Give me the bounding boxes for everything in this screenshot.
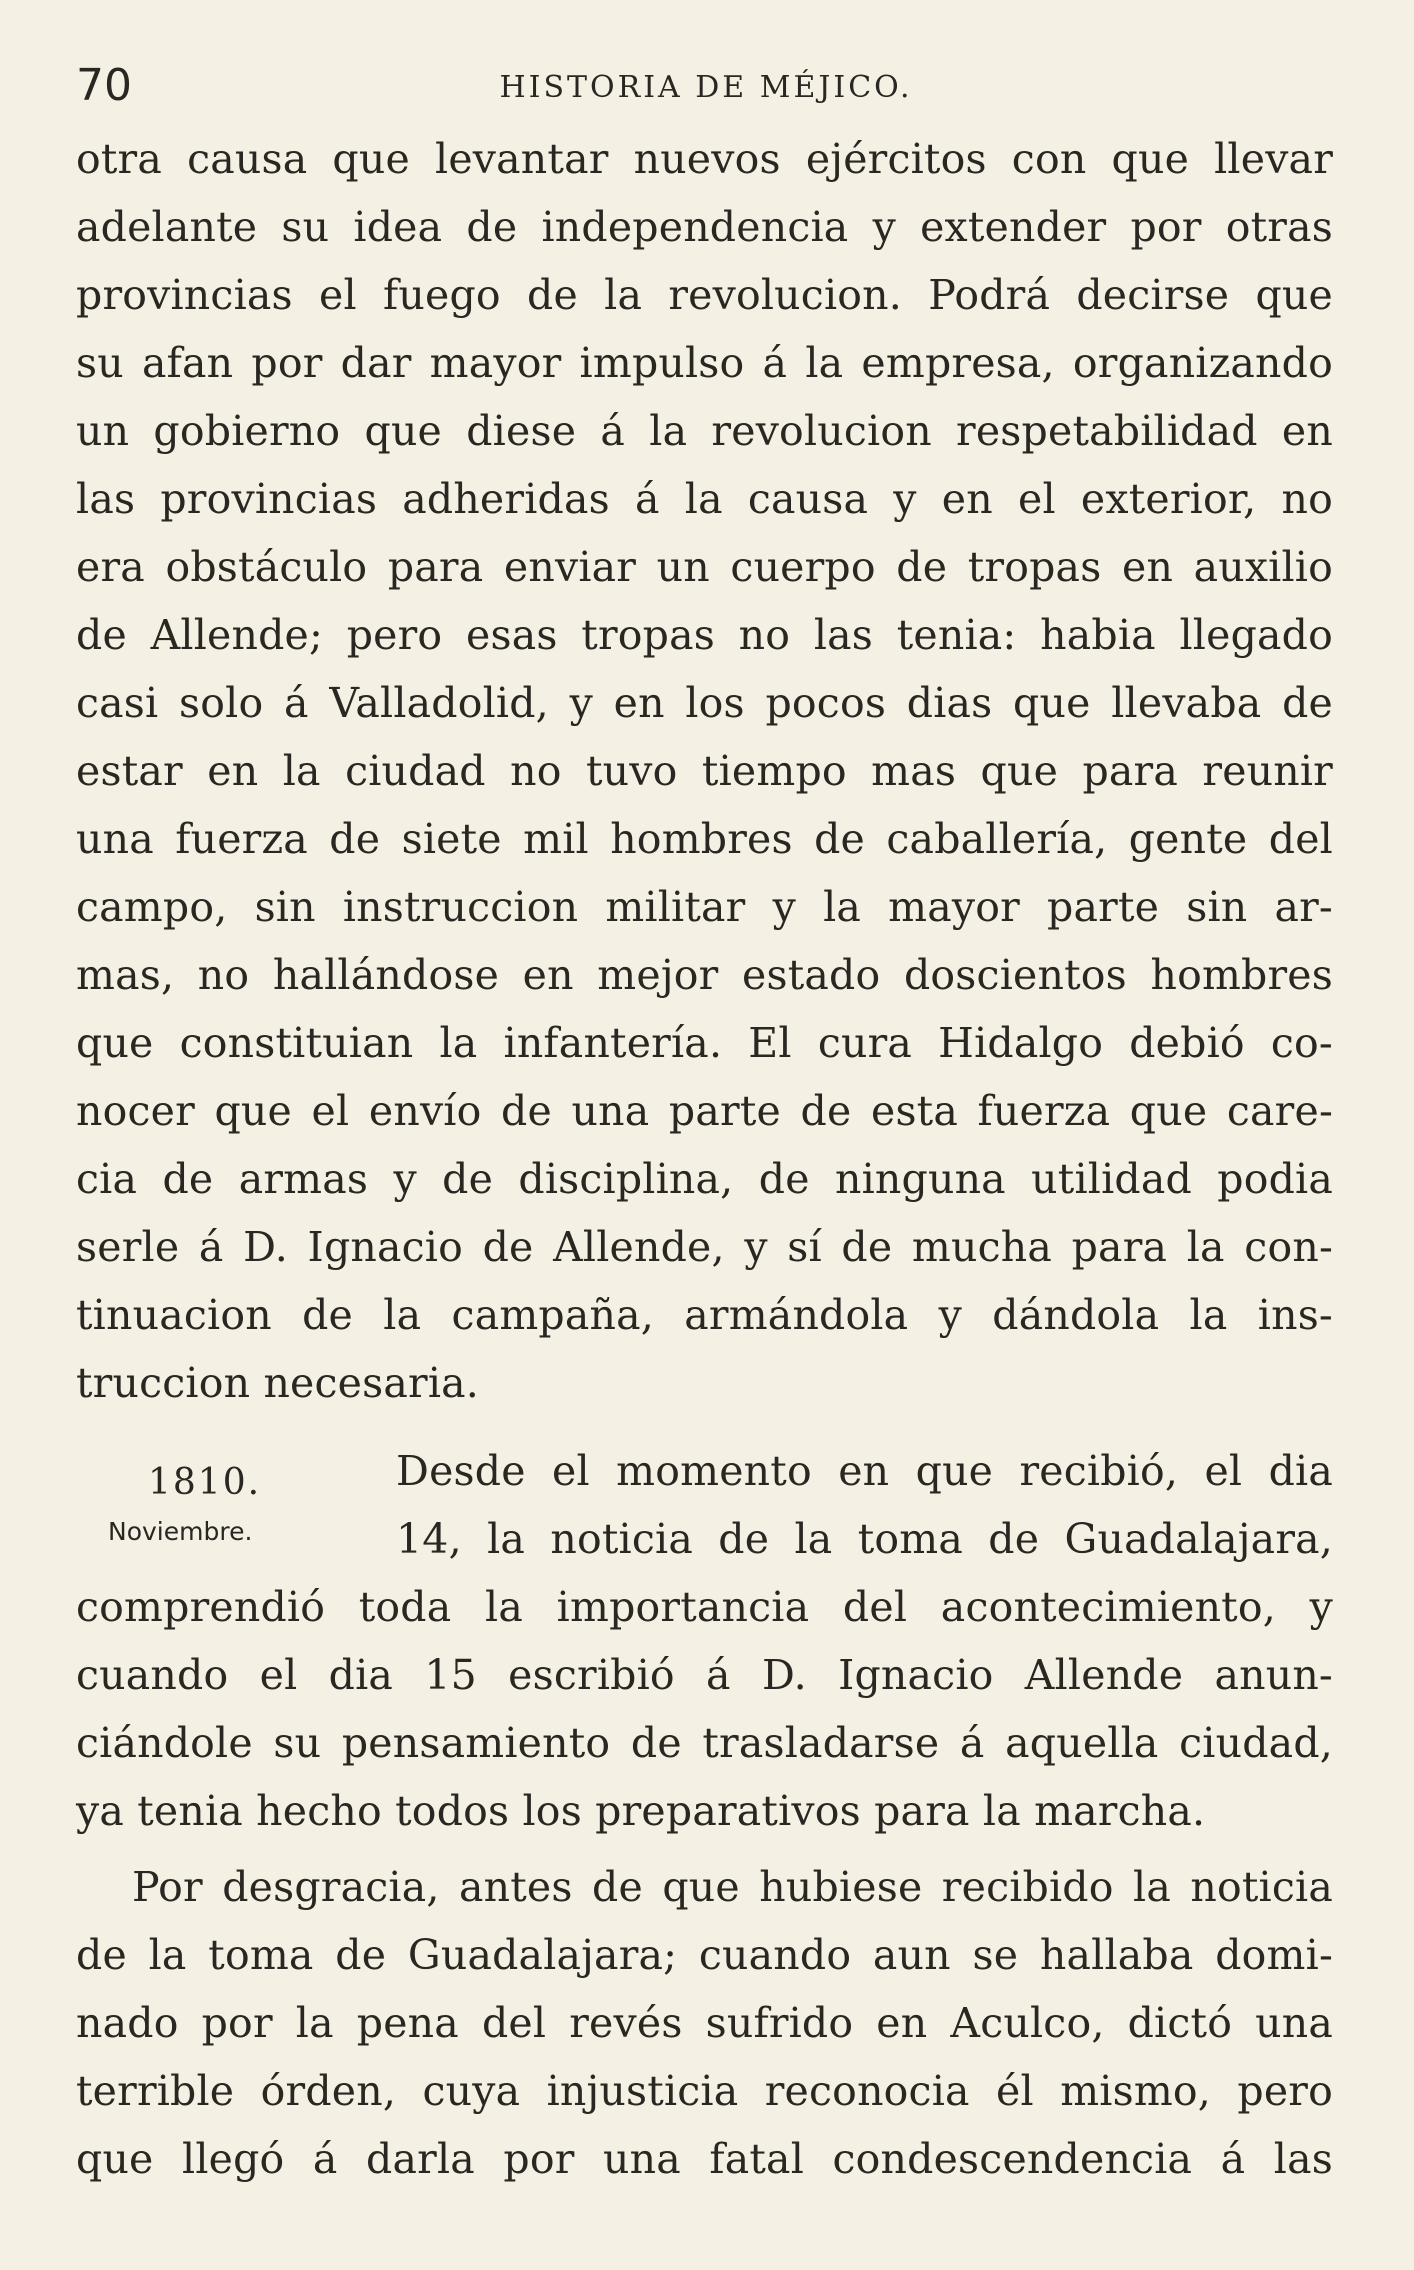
text-line: 14, la noticia de la toma de Guadalajara, [396, 1515, 1333, 1563]
page-header [76, 56, 1336, 116]
text-line: que llegó á darla por una fatal condescendencia á las [76, 2135, 1333, 2183]
text-line: campo, sin instruccion militar y la mayor parte sin ar- [76, 883, 1333, 931]
text-line: terrible órden, cuya injusticia reconocia él mismo, pero [76, 2067, 1333, 2115]
margin-note-year: 1810. [148, 1462, 262, 1503]
running-title: HISTORIA DE MÉJICO. [499, 70, 913, 105]
text-line: provincias el fuego de la revolucion. Podrá decirse que [76, 271, 1333, 319]
text-line: una fuerza de siete mil hombres de caballería, gente del [76, 815, 1333, 863]
text-line: truccion necesaria. [76, 1359, 480, 1407]
page-number: 70 [76, 60, 132, 111]
text-line: nado por la pena del revés sufrido en Aculco, dictó una [76, 1999, 1333, 2047]
text-line: Por desgracia, antes de que hubiese recibido la noticia [132, 1863, 1333, 1911]
text-line: era obstáculo para enviar un cuerpo de tropas en auxilio [76, 543, 1333, 591]
text-line: mas, no hallándose en mejor estado doscientos hombres [76, 951, 1333, 999]
text-line: de la toma de Guadalajara; cuando aun se hallaba domi- [76, 1931, 1333, 1979]
text-line: comprendió toda la importancia del acontecimiento, y [76, 1583, 1333, 1631]
text-line: estar en la ciudad no tuvo tiempo mas que para reunir [76, 747, 1333, 795]
text-line: cia de armas y de disciplina, de ninguna utilidad podia [76, 1155, 1333, 1203]
text-line: serle á D. Ignacio de Allende, y sí de mucha para la con- [76, 1223, 1333, 1271]
text-line: adelante su idea de independencia y extender por otras [76, 203, 1333, 251]
text-line: que constituian la infantería. El cura Hidalgo debió co- [76, 1019, 1333, 1067]
text-line: otra causa que levantar nuevos ejércitos con que llevar [76, 135, 1333, 183]
text-line: ya tenia hecho todos los preparativos para la marcha. [76, 1787, 1206, 1835]
text-line: cuando el dia 15 escribió á D. Ignacio Allende anun- [76, 1651, 1333, 1699]
text-line: un gobierno que diese á la revolucion respetabilidad en [76, 407, 1333, 455]
text-line: tinuacion de la campaña, armándola y dándola la ins- [76, 1291, 1333, 1339]
text-line: nocer que el envío de una parte de esta fuerza que care- [76, 1087, 1333, 1135]
text-line: Desde el momento en que recibió, el dia [396, 1447, 1333, 1495]
margin-note-month: Noviembre. [108, 1517, 253, 1546]
text-line: casi solo á Valladolid, y en los pocos dias que llevaba de [76, 679, 1333, 727]
text-line: ciándole su pensamiento de trasladarse á aquella ciudad, [76, 1719, 1333, 1767]
text-line: las provincias adheridas á la causa y en el exterior, no [76, 475, 1333, 523]
text-line: su afan por dar mayor impulso á la empresa, organizando [76, 339, 1333, 387]
text-line: de Allende; pero esas tropas no las tenia: habia llegado [76, 611, 1333, 659]
